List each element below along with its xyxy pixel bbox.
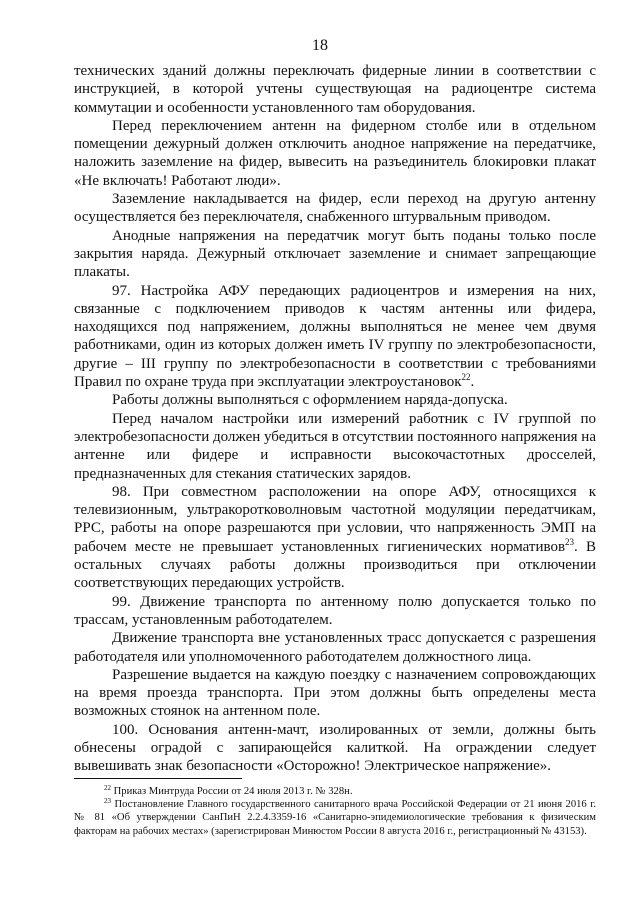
footnote-mark: 22 xyxy=(104,784,111,792)
footnote-mark: 23 xyxy=(104,797,111,806)
footnote-ref-22: 22 xyxy=(461,372,471,383)
footnote-separator xyxy=(74,778,242,779)
paragraph-99: 99. Движение транспорта по антенному полю допускается только по трассам, установленным работодателем. xyxy=(74,593,596,628)
paragraph-100: 100. Основания антенн-мачт, изолированных от земли, должны быть обнесены оградой с запирающейся калиткой. На ограждении следует вывешивать знак безопасности «Осторожно! Электрическое напряжение». xyxy=(74,721,596,775)
body-text xyxy=(74,62,596,776)
paragraph: Перед переключением антенн на фидерном столбе или в отдельном помещении дежурный должен отключить анодное напряжение на передатчике, наложить заземление на фидер, вывесить на разъединитель блокировки плакат «Не включать! Работают люди». xyxy=(74,117,596,189)
paragraph: технических зданий должны переключать фидерные линии в соответствии с инструкцией, в которой учтены существующая на радиоцентре система коммутации и особенности установленного там оборудования. xyxy=(74,63,596,116)
paragraph: Перед началом настройки или измерений работник с IV группой по электробезопасности должен убедиться в отсутствии постоянного напряжения на антенне или фидере и исправности высокочастотных дросселей, предназначенных для стекания статических зарядов. xyxy=(74,410,596,482)
footnote-ref-23: 23 xyxy=(565,536,575,547)
paragraph: Работы должны выполняться с оформлением наряда-допуска. xyxy=(112,392,508,409)
paragraph: Анодные напряжения на передатчик могут быть поданы только после закрытия наряда. Дежурный отключает заземление и снимает запрещающие плакаты. xyxy=(74,227,596,281)
paragraph: Заземление накладывается на фидер, если переход на другую антенну осуществляется без переключателя, снабженного штурвальным приводом. xyxy=(74,191,596,226)
paragraph: Разрешение выдается на каждую поездку с назначением сопровождающих на время проезда транспорта. При этом должны быть определены места возможных стоянок на антенном поле. xyxy=(74,666,596,720)
paragraph-98: 98. При совместном расположении на опоре АФУ, относящихся к телевизионным, ультракоротковолновым частотной модуляции передатчикам, РРС, работы на опоре разрешаются при условии, что напряженность ЭМП на рабочем месте не превышает установленных гигиенических нормативов$^{23}$. В остальных случаях работы должны производиться при отключении соответствующих передающих устройств. xyxy=(74,483,596,592)
paragraph-97: 97. Настройка АФУ передающих радиоцентров и измерения на них, связанные с подключением приводов к частям антенны или фидера, находящихся под напряжением, должны выполняться не менее чем двумя работниками, один из которых должен иметь IV группу по электробезопасности, другие – III группу по электробезопасности в соответствии с требованиями Правил по охране труда при эксплуатации электроустановок$^{22}$. xyxy=(74,282,596,391)
footnote-23: $^{23}$ Постановление Главного государственного санитарного врача Российской Федерации от 21 июня 2016 г. № 81 «Об утверждении СанПиН 2.2.4.3359-16 «Санитарно-эпидемиологические требования к физическим факторам на рабочих местах» (зарегистрирован Минюстом России 8 августа 2016 г., регистрационный № 43153). xyxy=(74,797,596,837)
footnotes xyxy=(74,785,596,838)
paragraph: Движение транспорта вне установленных трасс допускается с разрешения работодателя или уполномоченного работодателем должностного лица. xyxy=(74,630,596,665)
page-number: 18 xyxy=(312,37,328,54)
footnote-22: $^{22}$ Приказ Минтруда России от 24 июля 2013 г. № 328н. xyxy=(104,784,353,797)
